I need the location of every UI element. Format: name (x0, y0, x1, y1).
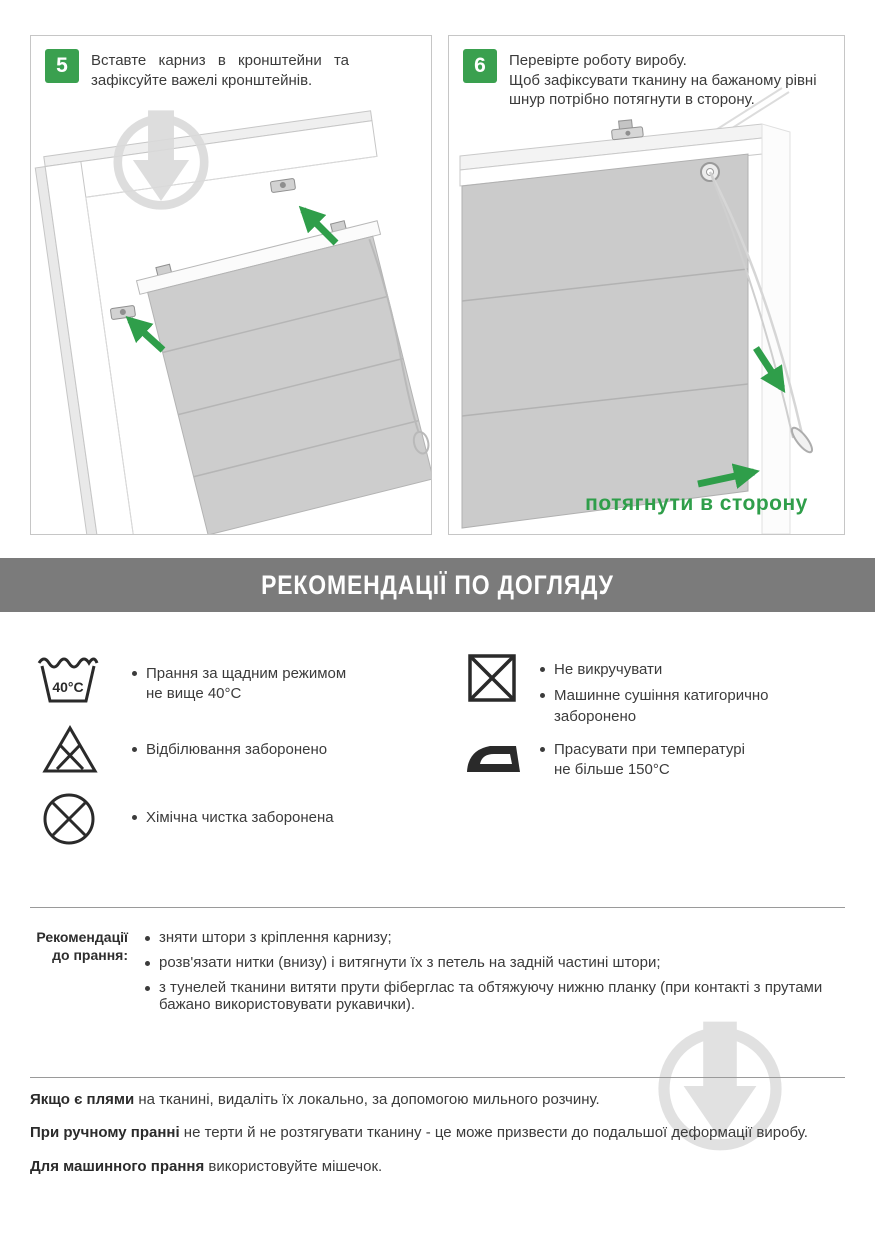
footer-paragraph: Якщо є плями на тканині, видаліть їх локально, за допомогою мильного розчину. (30, 1091, 600, 1108)
bullet-dot (145, 961, 150, 966)
wash-40-icon (36, 650, 100, 706)
care-wash-text: Прання за щадним режимом не вище 40°С (132, 664, 350, 711)
bullet-dot (540, 693, 545, 698)
wash-temp-label: 40°C (52, 679, 84, 695)
washing-bullet-list (145, 929, 845, 1021)
care-banner (0, 558, 875, 612)
step-5-text: Вставте карниз в кронштейни та зафіксуйте важелі кронштейнів. (91, 52, 349, 89)
bullet-dot (132, 815, 137, 820)
step-5-panel (30, 35, 432, 535)
step-6-text-line2: Щоб зафіксувати тканину на бажаному рівні шнур потрібно потягнути в сторону. (509, 71, 817, 108)
bullet-dot (540, 667, 545, 672)
washing-label: Рекомендації до прання: (36, 929, 128, 964)
footer-notes (30, 1090, 830, 1190)
step-6-text (509, 51, 824, 110)
care-iron-text: Прасувати при температурі не більше 150°С (540, 740, 750, 787)
bracket-icon (270, 178, 295, 192)
care-tumble-text: Не викручувати Машинне сушіння катигорично заборонено (540, 660, 790, 733)
no-dry-clean-icon (42, 792, 96, 846)
care-bleach-text: Відбілювання заборонено (132, 740, 432, 766)
bracket-icon (611, 119, 644, 140)
iron-icon (464, 734, 522, 776)
step-6-panel (448, 35, 845, 535)
divider (30, 1077, 845, 1078)
washing-bullet: зняти штори з кріплення карнизу; (145, 929, 845, 946)
step-6-text-line1: Перевірте роботу виробу. (509, 52, 687, 69)
no-wring-icon (466, 652, 518, 704)
step-6-illustration (449, 36, 844, 534)
bullet-dot (145, 936, 150, 941)
footer-paragraph: При ручному пранні не терти й не розтягувати тканину - це може призвести до подальшої деформації виробу. (30, 1124, 808, 1142)
washing-bullet: розв'язати нитки (внизу) і витягнути їх з петель на задній частині штори; (145, 954, 845, 971)
bullet-dot (540, 747, 545, 752)
footer-paragraph: Для машинного прання використовуйте мішечок. (30, 1157, 383, 1175)
step-5-illustration (31, 36, 431, 534)
bullet-dot (132, 747, 137, 752)
washing-bullet: з тунелей тканини витяти прути фіберглас та обтяжуючу нижню планку (при контакті з прутами бажано використовувати рукавички). (145, 979, 845, 1013)
divider (30, 907, 845, 908)
care-dryclean-text: Хімічна чистка заборонена (132, 808, 432, 834)
step-5-number-badge: 5 (45, 49, 79, 83)
care-banner-title: РЕКОМЕНДАЦІЇ ПО ДОГЛЯДУ (261, 569, 614, 600)
pull-aside-annotation: потягнути в сторону (585, 492, 808, 515)
step-6-number-badge: 6 (463, 49, 497, 83)
brand-watermark-icon (107, 106, 215, 214)
bullet-dot (145, 986, 150, 991)
bullet-dot (132, 671, 137, 676)
no-bleach-icon (42, 724, 98, 774)
bracket-icon (110, 305, 135, 319)
